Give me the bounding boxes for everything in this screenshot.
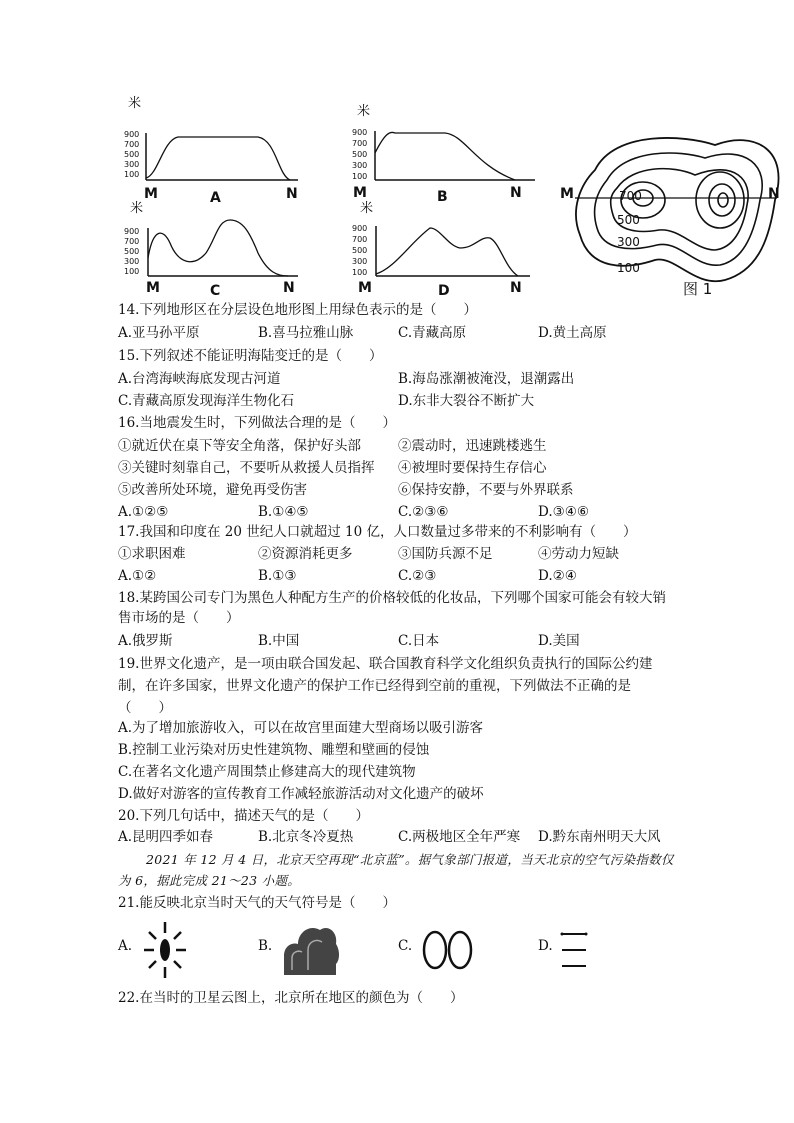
end-m: M <box>358 280 372 296</box>
end-n: N <box>768 186 780 202</box>
option-b[interactable]: B.①③ <box>258 568 297 584</box>
haze-icon <box>420 928 476 972</box>
option-d[interactable]: D.做好对游客的宣传教育工作减轻旅游活动对文化遗产的破坏 <box>118 786 484 802</box>
q16-options <box>118 502 698 522</box>
unit-label: 米 <box>130 201 144 216</box>
end-n: N <box>510 280 522 296</box>
profile-curve <box>375 132 515 180</box>
end-n: N <box>510 185 522 201</box>
q17-options <box>118 566 698 586</box>
contour-value: 700 <box>619 189 642 203</box>
end-m: M <box>146 280 160 296</box>
profile-curve <box>146 137 290 180</box>
tick: 300 <box>352 161 368 170</box>
end-m: M <box>560 186 574 202</box>
statement-6: ⑥保持安静，不要与外界联系 <box>398 482 574 498</box>
option-c[interactable]: C.青藏高原 <box>398 325 467 341</box>
material-intro: 2021 年 12 月 4 日，北京天空再现“北京蓝”。据气象部门报道，当天北京的空气污染指数仅为 6，据此完成 21～23 小题。 <box>118 852 674 888</box>
option-d[interactable]: D.黄土高原 <box>538 325 607 341</box>
contour-value: 300 <box>617 235 640 249</box>
profile-c <box>118 198 308 298</box>
statement-1: ①就近伏在桌下等安全角落，保护好头部 <box>118 438 361 454</box>
q16-items-1 <box>118 436 698 456</box>
q14-options <box>118 323 698 343</box>
unit-label: 米 <box>128 96 142 111</box>
unit-label: 米 <box>357 104 371 119</box>
option-a[interactable]: A.俄罗斯 <box>118 633 173 649</box>
q14-stem: 14.下列地形区在分层设色地形图上用绿色表示的是（ ） <box>118 302 477 318</box>
option-a[interactable]: A.①② <box>118 568 157 584</box>
option-a[interactable]: A.台湾海峡海底发现古河道 <box>118 371 281 387</box>
option-c[interactable]: C.青藏高原发现海洋生物化石 <box>118 393 295 409</box>
statement-4: ④劳动力短缺 <box>538 546 619 562</box>
q21-option-a[interactable] <box>118 920 198 980</box>
tick: 900 <box>352 128 368 137</box>
profile-curve <box>376 228 518 276</box>
tick: 100 <box>352 172 368 181</box>
q17-items <box>118 544 698 564</box>
option-d[interactable]: D.黔东南州明天大风 <box>538 829 661 845</box>
tick: 300 <box>124 160 140 169</box>
cloud-icon <box>278 920 340 980</box>
figure-caption: 图 1 <box>683 280 713 298</box>
unit-label: 米 <box>360 201 374 216</box>
tick: 900 <box>124 227 140 236</box>
contour-value: 100 <box>617 261 640 275</box>
statement-2: ②资源消耗更多 <box>258 546 353 562</box>
q15-options-1 <box>118 369 698 389</box>
statement-4: ④被埋时要保持生存信心 <box>398 460 547 476</box>
tick: 300 <box>352 257 368 266</box>
q21-option-c[interactable] <box>398 920 488 980</box>
option-b[interactable]: B.北京冬冷夏热 <box>258 829 354 845</box>
statement-5: ⑤改善所处环境，避免再受伤害 <box>118 482 307 498</box>
q19-stem: 19.世界文化遗产，是一项由联合国发起、联合国教育科学文化组织负责执行的国际公约建制，在许多国家，世界文化遗产的保护工作已经得到空前的重视，下列做法不正确的是（ ） <box>118 656 653 716</box>
profile-a <box>118 95 308 205</box>
option-c[interactable]: C.在著名文化遗产周围禁止修建高大的现代建筑物 <box>118 764 416 780</box>
q15-stem: 15.下列叙述不能证明海陆变迁的是（ ） <box>118 348 383 364</box>
tick: 100 <box>124 267 140 276</box>
profile-label: B <box>437 189 448 205</box>
tick: 700 <box>124 237 140 246</box>
option-b[interactable]: B.①④⑤ <box>258 504 309 520</box>
option-c[interactable]: C.日本 <box>398 633 440 649</box>
q16-items-2 <box>118 458 698 478</box>
option-label: B. <box>258 938 273 954</box>
option-a[interactable]: A.亚马孙平原 <box>118 325 200 341</box>
option-label: D. <box>538 938 553 954</box>
tick: 700 <box>352 235 368 244</box>
option-c[interactable]: C.②③ <box>398 568 437 584</box>
q21-option-b[interactable] <box>258 920 348 980</box>
end-n: N <box>283 280 295 296</box>
profile-curve <box>148 220 288 276</box>
option-d[interactable]: D.②④ <box>538 568 577 584</box>
tick: 500 <box>352 246 368 255</box>
q21-option-d[interactable] <box>538 920 618 980</box>
option-b[interactable]: B.中国 <box>258 633 300 649</box>
tick: 700 <box>352 139 368 148</box>
option-b[interactable]: B.控制工业污染对历史性建筑物、雕塑和壁画的侵蚀 <box>118 742 430 758</box>
q22-stem: 22.在当时的卫星云图上，北京所在地区的颜色为（ ） <box>118 990 464 1006</box>
q17-stem: 17.我国和印度在 20 世纪人口就超过 10 亿，人口数量过多带来的不利影响有（ ） <box>118 524 637 540</box>
sun-icon <box>140 920 190 980</box>
option-a[interactable]: A.①②⑤ <box>118 504 169 520</box>
tick: 500 <box>124 150 140 159</box>
statement-2: ②震动时，迅速跳楼逃生 <box>398 438 547 454</box>
contour-value: 500 <box>617 213 640 227</box>
tick: 300 <box>124 257 140 266</box>
q16-stem: 16.当地震发生时，下列做法合理的是（ ） <box>118 415 396 431</box>
statement-1: ①求职困难 <box>118 546 186 562</box>
q18-options <box>118 631 698 651</box>
profile-b <box>335 95 545 205</box>
statement-3: ③关键时刻靠自己，不要听从救援人员指挥 <box>118 460 375 476</box>
q20-options <box>118 827 698 847</box>
end-m: M <box>353 185 367 201</box>
q18-stem: 18.某跨国公司专门为黑色人种配方生产的价格较低的化妆品，下列哪个国家可能会有较大销售市场的是（ ） <box>118 590 666 626</box>
tick: 900 <box>352 224 368 233</box>
option-c[interactable]: C.②③⑥ <box>398 504 449 520</box>
tick: 900 <box>124 130 140 139</box>
q21-stem: 21.能反映北京当时天气的天气符号是（ ） <box>118 895 396 911</box>
tick: 500 <box>352 150 368 159</box>
option-b[interactable]: B.海岛涨潮被淹没，退潮露出 <box>398 371 575 387</box>
tick: 500 <box>124 247 140 256</box>
contour-map <box>555 120 785 300</box>
tick: 100 <box>124 170 140 179</box>
option-d[interactable]: D.③④⑥ <box>538 504 589 520</box>
q16-items-3 <box>118 480 698 500</box>
tick: 100 <box>352 268 368 277</box>
option-a[interactable]: A.昆明四季如春 <box>118 829 214 845</box>
profile-label: D <box>438 283 450 298</box>
fog-icon <box>560 928 590 972</box>
end-m: M <box>144 186 158 202</box>
profile-label: C <box>210 283 221 298</box>
profile-d <box>340 198 540 298</box>
q20-stem: 20.下列几句话中，描述天气的是（ ） <box>118 808 369 824</box>
option-b[interactable]: B.喜马拉雅山脉 <box>258 325 354 341</box>
option-label: C. <box>398 938 413 954</box>
option-a[interactable]: A.为了增加旅游收入，可以在故宫里面建大型商场以吸引游客 <box>118 720 484 736</box>
option-c[interactable]: C.两极地区全年严寒 <box>398 829 521 845</box>
option-label: A. <box>118 938 133 954</box>
option-d[interactable]: D.美国 <box>538 633 580 649</box>
profile-label: A <box>210 190 221 205</box>
statement-3: ③国防兵源不足 <box>398 546 493 562</box>
end-n: N <box>286 186 298 202</box>
option-d[interactable]: D.东非大裂谷不断扩大 <box>398 393 535 409</box>
tick: 700 <box>124 140 140 149</box>
q15-options-2 <box>118 391 698 411</box>
